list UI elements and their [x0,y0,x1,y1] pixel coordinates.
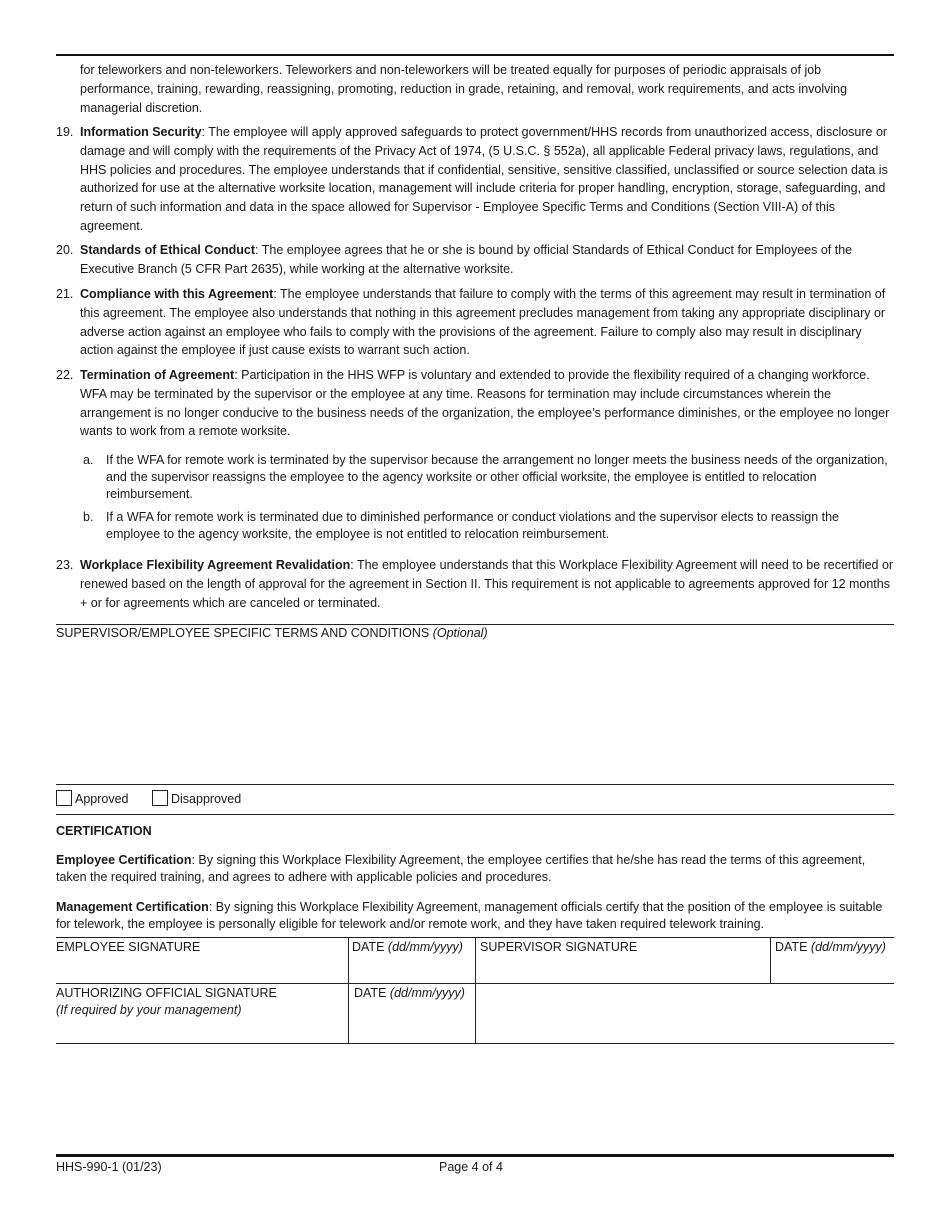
terms-input-area[interactable] [56,646,894,782]
supervisor-date-field[interactable] [775,939,894,981]
top-rule [56,54,894,56]
disapproved-checkbox[interactable] [152,790,168,806]
date-format: (dd/mm/yyyy) [389,986,465,1000]
continuation-paragraph: for teleworkers and non-teleworkers. Teleworkers and non-teleworkers will be treated equally for purposes of periodic appraisals of job performance, training, rewarding, reassigning, promoting, reduction in grade, retaining, and removal, work requirements, and acts involving managerial discretion. [80,63,848,115]
date-label: DATE [354,986,387,1000]
approved-option[interactable] [56,790,129,806]
item-title: Compliance with this Agreement [80,287,274,301]
item-title: Information Security [80,125,202,139]
date-label: DATE [352,940,385,954]
item-text: : The employee understands that failure to comply with the terms of this agreement may result in termination of this agreement. The employee also understands that nothing in this agreement precludes management from taking any appropriate disciplinary or adverse action against an employee who fails to comply with the provisions of the agreement. Failure to comply also may result in disciplinary action against the employee if just cause exists to warrant such action. [80,287,886,358]
employee-signature-field[interactable] [56,939,344,981]
date-format: (dd/mm/yyyy) [810,940,886,954]
terms-optional: (Optional) [432,626,488,640]
item-21 [56,285,894,360]
item-20 [56,241,894,279]
authorizing-date-field[interactable] [354,985,474,1041]
management-certification [56,899,894,933]
item-23 [56,556,894,612]
management-cert-title: Management Certification [56,900,209,914]
employee-date-field[interactable] [352,939,474,981]
certification-title: CERTIFICATION [56,824,152,838]
item-number: 21. [56,287,74,301]
sig-col-divider [475,937,476,1044]
item-22 [56,366,894,441]
authorizing-signature-field[interactable] [56,985,344,1041]
item-title: Termination of Agreement [80,368,235,382]
sig-col-divider [348,937,349,1044]
item-text: : The employee will apply approved safeguards to protect government/HHS records from unauthorized access, disclosure or damage and will comply with the requirements of the Privacy Act of 1974, (5 U.S.C. § 552a), all applicable Federal privacy laws, regulations, and HHS policies and procedures. The employee understands that if confidential, sensitive, sensitive classified, unclassified or source selection data is authorized for use at the alternative worksite location, management will include criteria for proper handling, encryption, storage, safeguarding, and return of such information and data in the space allowed for Supervisor - Employee Specific Terms and Conditions (Section VIII-A) of this agreement. [80,125,888,233]
item-title: Workplace Flexibility Agreement Revalidation [80,558,351,572]
employee-cert-text: : By signing this Workplace Flexibility Agreement, the employee certifies that he/she has read the terms of this agreement, taken the required training, and agrees to adhere with applicable policies and procedures. [56,853,866,884]
page-number: Page 4 of 4 [439,1160,503,1174]
item-number: 23. [56,558,74,572]
item-text: : Participation in the HHS WFP is voluntary and extended to provide the flexibility required of a changing workforce. WFA may be terminated by the supervisor or the employee at any time. Reasons for termination may include circumstances wherein the arrangement is no longer conducive to the business needs of the organization, the employee’s performance diminishes, or the employee no longer wants to work from a remote worksite. [80,368,890,439]
form-id: HHS-990-1 (01/23) [56,1160,162,1174]
divider [56,784,894,785]
item-19 [56,123,894,236]
item-number: 20. [56,243,74,257]
sig-col-divider [770,937,771,983]
item-number: 19. [56,125,74,139]
management-cert-text: : By signing this Workplace Flexibility Agreement, management officials certify that the position of the employee is suitable for telework, the employee is personally eligible for telework and/or remote work, and they have taken required telework training. [56,900,883,931]
employee-certification [56,852,894,886]
supervisor-signature-field[interactable] [480,939,768,981]
subitem-letter: a. [83,453,94,467]
footer-rule [56,1154,894,1157]
item-number: 22. [56,368,74,382]
divider [56,814,894,815]
terms-label-text: SUPERVISOR/EMPLOYEE SPECIFIC TERMS AND CONDITIONS [56,626,430,640]
authorizing-note: (If required by your management) [56,1003,242,1017]
subitem-letter: b. [83,510,94,524]
authorizing-signature-label: AUTHORIZING OFFICIAL SIGNATURE [56,986,277,1000]
divider [56,624,894,625]
item-text: : The employee understands that this Workplace Flexibility Agreement will need to be recertified or renewed based on the length of approval for the agreement in Section II. This requirement is not applicable to agreements approved for 12 months + or for agreements which are canceled or terminated. [80,558,894,610]
item-title: Standards of Ethical Conduct [80,243,256,257]
subitem-text: If the WFA for remote work is terminated by the supervisor because the arrangement no longer meets the business needs of the organization, and the supervisor reassigns the employee to the agency worksite or other official worksite, the employee is entitled to relocation reimbursement. [106,453,888,501]
employee-signature-label: EMPLOYEE SIGNATURE [56,940,201,954]
approved-checkbox[interactable] [56,790,72,806]
supervisor-signature-label: SUPERVISOR SIGNATURE [480,940,638,954]
subitem-text: If a WFA for remote work is terminated due to diminished performance or conduct violations and the supervisor elects to reassign the employee to the agency worksite, the employee is not entitled to relocation reimbursement. [106,510,839,541]
signature-table [56,937,894,1044]
subitem-b [80,509,894,543]
employee-cert-title: Employee Certification [56,853,192,867]
approved-label: Approved [75,792,129,806]
disapproved-label: Disapproved [171,792,242,806]
subitem-a [80,452,894,503]
date-format: (dd/mm/yyyy) [387,940,463,954]
disapproved-option[interactable] [152,790,241,806]
item-text: : The employee agrees that he or she is bound by official Standards of Ethical Conduct for Employees of the Executive Branch (5 CFR Part 2635), while working at the alternative worksite. [80,243,853,276]
date-label: DATE [775,940,808,954]
terms-section-label [56,626,488,640]
